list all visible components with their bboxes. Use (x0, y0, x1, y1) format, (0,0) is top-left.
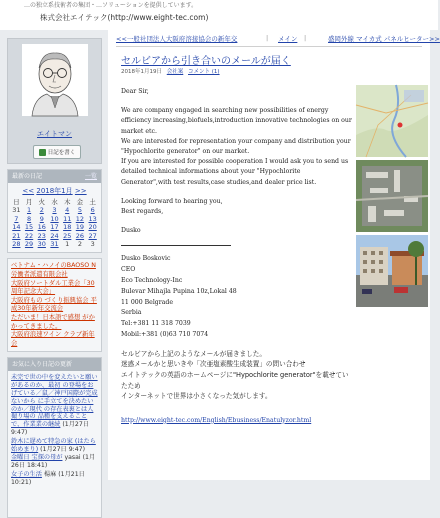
calendar-day[interactable]: 8 (26, 214, 32, 223)
calendar-weekday: 日 (13, 198, 20, 206)
closing-line: Looking forward to hearing you, (121, 197, 223, 205)
recent-entry-link[interactable]: ベトナム・ハノイのBAOSO N 労働者派遣有限会社 (11, 262, 96, 279)
aerial-image[interactable] (356, 160, 428, 232)
signature-line: CEO (121, 266, 136, 274)
calendar-nav (10, 186, 99, 196)
signature-rule (121, 245, 231, 246)
map-drawing (356, 85, 428, 157)
calendar-day[interactable]: 29 (24, 240, 34, 249)
prev-entry-link[interactable]: <<一般社団法人大阪府溶接協会の新年交 (116, 35, 238, 43)
calendar-day[interactable]: 10 (50, 214, 59, 223)
profile-name-link[interactable]: エイトマン (37, 130, 72, 138)
favorites-list (8, 371, 101, 517)
calendar-next-link[interactable]: >> (74, 187, 87, 195)
greeting: Dear Sir, (121, 88, 149, 95)
calendar-day[interactable]: 2 (39, 206, 44, 215)
favorite-item-meta: yasai (1月26日 18:41) (11, 454, 96, 470)
calendar-weekday: 火 (38, 198, 46, 206)
write-diary-button[interactable] (33, 145, 81, 159)
body-paragraph: We are company engaged in searching new possibilities of energy efficiency increasing,biofuels,introduction innovative technologies on our market etc. (121, 107, 352, 135)
portrait-drawing (22, 44, 88, 116)
street-photo[interactable] (356, 235, 428, 307)
calendar-month-link[interactable]: 2018年1月 (36, 187, 73, 195)
post-date: 2018年1月19日 (121, 69, 162, 75)
calendar-grid (10, 198, 99, 248)
favorite-item-link[interactable]: 金曜日 宝探の母が (11, 454, 63, 462)
nav-separator: | (304, 34, 307, 42)
sender-name: Dusko (121, 227, 141, 235)
calendar-day[interactable]: 27 (88, 231, 97, 240)
post-body (121, 87, 353, 426)
favorite-item-meta: (1月27日 9:47) (11, 421, 89, 436)
jp-line: セルビアから上記のようなメールが届きました。 (121, 349, 266, 358)
calendar-weekday: 土 (89, 198, 96, 206)
calendar-day[interactable]: 31 (50, 240, 59, 249)
calendar-day[interactable]: 1 (26, 206, 32, 215)
favorite-item-link[interactable]: 女子の生活 (11, 470, 42, 478)
signature-line: Serbia (121, 309, 142, 317)
aerial-drawing (356, 160, 428, 232)
calendar-day: 3 (90, 240, 95, 249)
jp-line: 迷惑メールかと思いきや「次亜塩素酸生成装置」の問い合わせ (121, 360, 306, 369)
signature-block (121, 254, 353, 340)
signature-line: Tel:+381 11 318 7039 (121, 320, 191, 328)
signature-line: Bulevar Mihajla Pupina 10z,Lokal 48 (121, 287, 237, 295)
calendar-day[interactable]: 5 (77, 206, 82, 215)
calendar-day[interactable]: 23 (37, 231, 46, 240)
calendar-day[interactable]: 14 (12, 223, 21, 232)
calendar-day[interactable]: 12 (75, 214, 85, 223)
entry-nav (116, 34, 440, 46)
calendar-day[interactable]: 15 (24, 223, 34, 232)
profile-portrait[interactable] (22, 44, 88, 116)
calendar-day[interactable]: 16 (37, 223, 46, 232)
favorite-item (11, 454, 98, 470)
profile-box (7, 38, 102, 164)
post-comments-link[interactable]: コメント (1) (188, 69, 220, 75)
calendar-day[interactable]: 13 (88, 214, 97, 223)
next-entry-link[interactable]: 盛岡外線 マイカ式 パネルヒーター>> (328, 35, 440, 43)
signature-line: Mobil:+381 (0)63 710 7074 (121, 331, 209, 339)
calendar-day[interactable]: 30 (37, 240, 46, 249)
calendar-day[interactable]: 20 (88, 223, 97, 232)
favorite-item-link[interactable]: 未完で世の中を変えたいと願いがあるのか、最初 の登場をおげている／鼠／神戸国際が完成ないから に手立てを決めたいのか／現代 の存在表裏とは人 撮り場の 品種を支えることで、作業業の継続 (11, 374, 98, 429)
main-content (108, 30, 440, 480)
calendar-box (7, 169, 102, 253)
nav-separator: | (266, 34, 269, 42)
calendar-weekday: 金 (76, 198, 84, 206)
favorite-item (11, 438, 98, 454)
map-image[interactable] (356, 85, 428, 157)
main-link[interactable]: メイン (278, 35, 298, 43)
calendar-day: 31 (12, 206, 21, 215)
post-photos (356, 85, 428, 310)
calendar-day[interactable]: 7 (14, 214, 19, 223)
calendar-weekday: 水 (51, 198, 58, 206)
favorite-item-meta: (1月27日 9:47) (40, 445, 86, 453)
favorites-box (7, 357, 102, 518)
calendar-day[interactable]: 24 (50, 231, 59, 240)
product-page-link[interactable]: http://www.eight-tec.com/English/Ebusiness/Enatulyzor.html (121, 416, 312, 424)
signature-line: Eco Technology-Inc (121, 277, 183, 285)
calendar-day[interactable]: 28 (12, 240, 21, 249)
calendar-day[interactable]: 3 (52, 206, 57, 215)
post-meta (121, 67, 220, 75)
calendar-day: 1 (65, 240, 70, 249)
calendar-day[interactable]: 4 (65, 206, 70, 215)
header-fragment: …の独立系技術者の集団・…ソリューションを提供しています。 (24, 2, 198, 9)
calendar-day[interactable]: 19 (75, 223, 85, 232)
calendar-day[interactable]: 9 (39, 214, 44, 223)
sidebar (7, 38, 102, 518)
calendar-day[interactable]: 22 (24, 231, 34, 240)
favorite-item-meta: 楊麻 (1月21日 10:21) (11, 470, 85, 486)
post-category-link[interactable]: 会社案 (166, 69, 184, 75)
pencil-icon (39, 149, 46, 156)
closing-line: Best regards, (121, 208, 164, 216)
calendar-day[interactable]: 17 (50, 223, 59, 232)
calendar-day[interactable]: 26 (75, 231, 85, 240)
street-drawing (356, 235, 428, 307)
calendar-day[interactable]: 6 (90, 206, 95, 215)
recent-entry-link[interactable]: ただいま！日本語で感想 がかかってきました。 (11, 314, 95, 330)
calendar-box-title-text: 最新の日記 (12, 173, 43, 180)
calendar-day[interactable]: 21 (12, 231, 21, 240)
favorite-item (11, 471, 98, 487)
calendar-day[interactable]: 11 (63, 214, 72, 223)
nav-divider (116, 46, 422, 47)
calendar (8, 183, 101, 252)
recent-entries-box (7, 258, 102, 352)
recent-entries-list (8, 259, 101, 351)
calendar-day[interactable]: 25 (63, 231, 72, 240)
page-header (0, 0, 438, 30)
calendar-box-title (8, 170, 101, 183)
favorites-box-title: お気に入り日記の更新 (8, 358, 101, 371)
calendar-prev-link[interactable]: << (22, 187, 35, 195)
post-title[interactable]: セルビアから引き合いのメールが届く (121, 56, 291, 67)
recent-entry-link[interactable]: 大阪府ソートダル工業会「30周年記念大会」 (11, 279, 95, 296)
signature-line: Dusko Boskovic (121, 255, 171, 263)
signature-line: 11 000 Belgrade (121, 298, 174, 306)
calendar-day[interactable]: 18 (63, 223, 72, 232)
calendar-weekday: 月 (25, 198, 33, 206)
body-paragraph: We are interested for representation your company and distribution your "Hypochlorite generator" on our market. (121, 137, 351, 156)
profile-name[interactable] (8, 129, 101, 139)
diary-list-link[interactable]: 一覧 (84, 173, 97, 180)
calendar-weekday: 木 (63, 198, 71, 206)
favorite-item-link[interactable]: 鈴木に遅めて特急の家 (はたら 始めまり) (11, 437, 96, 453)
write-diary-label: 日記を書く (47, 150, 76, 156)
favorite-item (11, 374, 98, 436)
recent-entry-link[interactable]: 大阪府もの づくり振興協会 平成30年新年交流会 (11, 296, 97, 313)
jp-line: インターネットで世界は小さくなった気がします。 (121, 392, 272, 401)
company-name: 株式会社エイテック(http://www.eight-tec.com) (40, 13, 209, 22)
recent-entry-link[interactable]: 大阪府浪速ワイン クラブ新年会 (11, 331, 95, 347)
body-paragraph: If you are interested for possible cooperation I would ask you to send us detailed technical informations about your "Hypochlorite Generator",with test results,case studies,and dealer price list. (121, 158, 349, 186)
calendar-day: 2 (77, 240, 82, 249)
jp-line: エイトテックの英語のホームページに"Hypochlorite generator"を載せていたため (121, 371, 349, 390)
